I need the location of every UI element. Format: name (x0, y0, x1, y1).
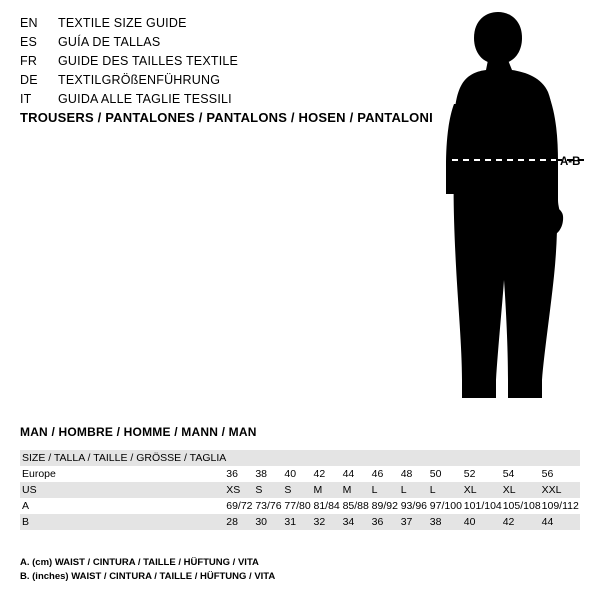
language-text-fr: GUIDE DES TAILLES TEXTILE (58, 54, 239, 68)
cell: 93/96 (400, 500, 427, 512)
cell (401, 450, 430, 466)
cell: 48 (400, 468, 413, 480)
cell: 32 (313, 514, 342, 530)
cell: 77/80 (284, 500, 311, 512)
size-table (20, 450, 580, 530)
cell (464, 450, 503, 466)
language-row-es (20, 33, 400, 52)
cell: 44 (542, 514, 580, 530)
cell: 52 (463, 468, 476, 480)
cell: 34 (343, 514, 372, 530)
cell: 36 (372, 514, 401, 530)
table-row (20, 466, 580, 482)
language-text-es: GUÍA DE TALLAS (58, 35, 161, 49)
cell: 105/108 (502, 500, 541, 512)
cell: 50 (429, 468, 442, 480)
cell: 40 (284, 468, 297, 480)
cell: 89/92 (371, 500, 398, 512)
table-row (20, 498, 580, 514)
cell: 28 (226, 514, 255, 530)
language-text-de: TEXTILGRÖßENFÜHRUNG (58, 73, 221, 87)
cell: XL (464, 482, 503, 498)
cell: 46 (371, 468, 384, 480)
footnote-a: A. (cm) WAIST / CINTURA / TAILLE / HÜFTUNG / VITA (20, 557, 259, 568)
cell: 42 (313, 468, 326, 480)
cell: 54 (502, 468, 515, 480)
cell: 31 (284, 514, 313, 530)
measurement-label-ab: A-B (560, 156, 581, 168)
cell: 97/100 (429, 500, 462, 512)
language-code-es: ES (20, 35, 38, 49)
cell: 109/112 (541, 500, 579, 512)
row-label-europe: Europe (22, 468, 56, 480)
cell (542, 450, 580, 466)
cell: M (343, 482, 372, 498)
language-text-en: TEXTILE SIZE GUIDE (58, 16, 187, 30)
table-row (20, 514, 580, 530)
cell: 81/84 (313, 500, 340, 512)
cell: 73/76 (255, 500, 282, 512)
cell (372, 450, 401, 466)
cell: 42 (503, 514, 542, 530)
language-code-it: IT (20, 92, 32, 106)
language-row-en (20, 14, 400, 33)
table-row (20, 482, 580, 498)
cell: L (430, 482, 464, 498)
cell: 38 (255, 468, 268, 480)
language-code-en: EN (20, 16, 38, 30)
table-row (20, 450, 580, 466)
cell: 38 (430, 514, 464, 530)
cell: L (372, 482, 401, 498)
language-text-it: GUIDA ALLE TAGLIE TESSILI (58, 92, 232, 106)
cell: 40 (464, 514, 503, 530)
cell: 69/72 (226, 500, 253, 512)
cell: 36 (226, 468, 238, 480)
cell (343, 450, 372, 466)
language-code-de: DE (20, 73, 38, 87)
cell: 44 (342, 468, 355, 480)
cell: XXL (542, 482, 580, 498)
cell: 85/88 (342, 500, 369, 512)
language-row-de (20, 71, 400, 90)
cell: S (284, 482, 313, 498)
cell: XS (226, 482, 255, 498)
cell: 56 (541, 468, 554, 480)
cell: 30 (255, 514, 284, 530)
language-code-fr: FR (20, 54, 38, 68)
footnote-b: B. (inches) WAIST / CINTURA / TAILLE / HÜFTUNG / VITA (20, 571, 276, 582)
row-label-b: B (20, 514, 226, 530)
language-header-block (20, 14, 400, 109)
cell: XL (503, 482, 542, 498)
language-row-fr (20, 52, 400, 71)
cell: M (313, 482, 342, 498)
cell (503, 450, 542, 466)
cell (430, 450, 464, 466)
cell: 101/104 (463, 500, 502, 512)
cell (255, 450, 284, 466)
language-row-it (20, 90, 400, 109)
cell: L (401, 482, 430, 498)
cell: 37 (401, 514, 430, 530)
cell (226, 450, 255, 466)
cell (284, 450, 313, 466)
footnotes (20, 556, 275, 584)
section-title: TROUSERS / PANTALONES / PANTALONS / HOSEN / PANTALONI (20, 110, 433, 125)
cell: S (255, 482, 284, 498)
table-title-man: MAN / HOMBRE / HOMME / MANN / MAN (20, 425, 257, 439)
cell (313, 450, 342, 466)
row-label-a: A (22, 500, 30, 512)
row-label-size: SIZE / TALLA / TAILLE / GRÖSSE / TAGLIA (22, 452, 227, 464)
row-label-us: US (20, 482, 226, 498)
trousers-silhouette-illustration (408, 8, 600, 408)
